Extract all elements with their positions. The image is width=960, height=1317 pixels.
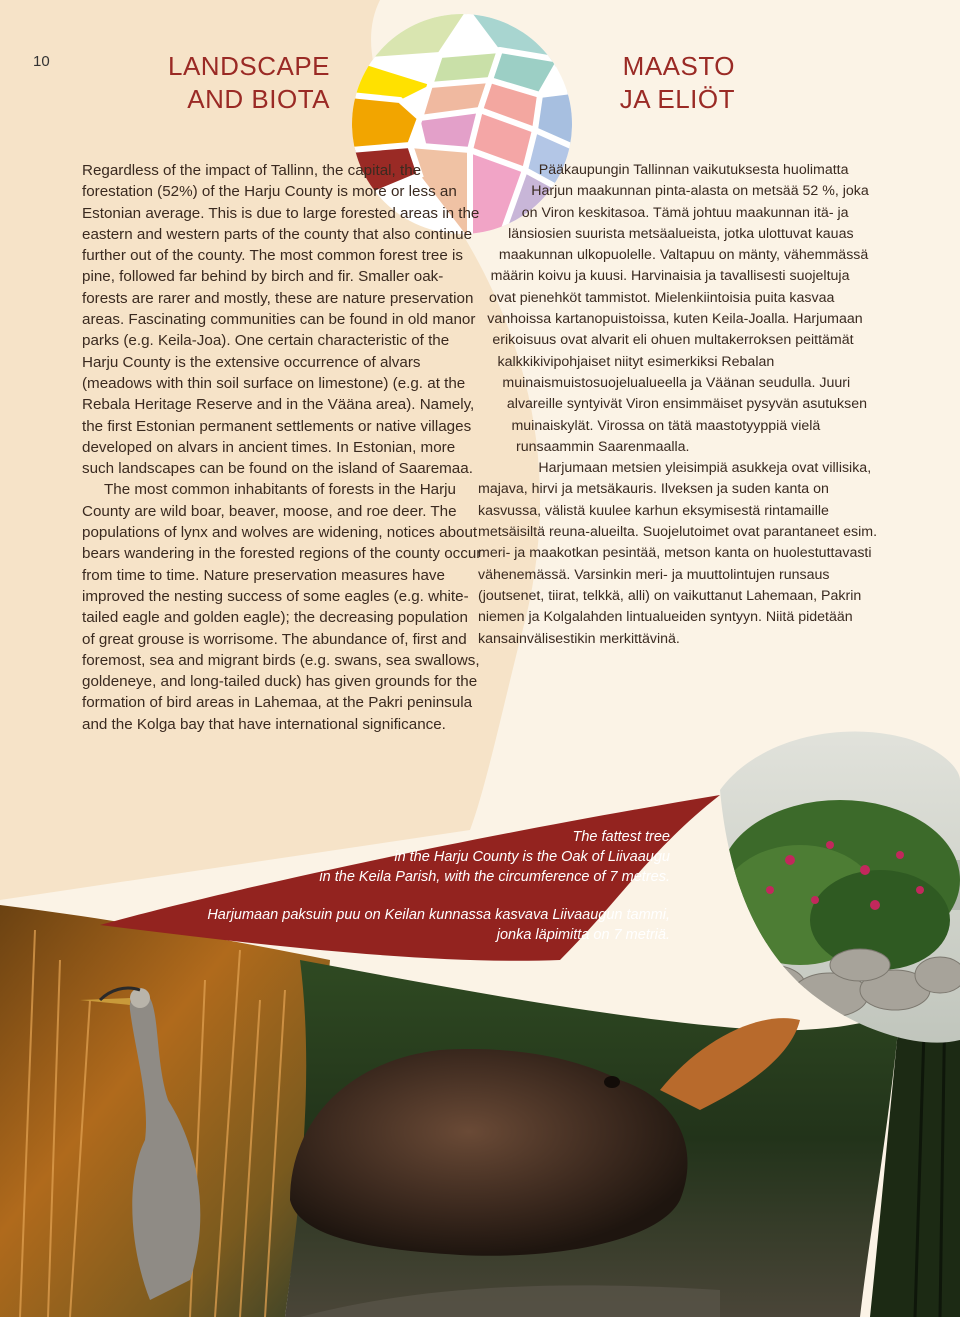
heading-english: LANDSCAPE AND BIOTA <box>168 51 330 114</box>
heading-finnish: MAASTO JA ELIÖT <box>619 51 735 114</box>
body-text-finnish <box>478 160 878 650</box>
caption-english: The fattest tree in the Harju County is the Oak of Liivaaugu in the Keila Parish, with the circumference of 7 metres. <box>319 829 670 885</box>
page-number: 10 <box>33 53 50 70</box>
body-text-english <box>82 160 482 735</box>
paragraph-fi-1: Pääkaupungin Tallinnan vaikutuksesta huolimatta Harjun maakunnan pinta-alasta on metsää 52 %, joka on Viron keskitasoa. Tämä johtuu maakunnan itä- ja länsiosien suurista metsäalueista, jotka ulottuvat kauas maakunnan ulkopuolelle. Valtapuu on mänty, vähemmässä määrin koivu ja kuusi. Harvinaisia ja tavallisesti suojeltuja ovat pienehköt tammistot. Mielenkiintoisia puita kasvaa vanhoissa kartanopuistoissa, kuten Keila-Joalla. Harjumaan erikoisuus ovat alvarit eli ohuen multakerroksen peittämät kalkkikivipohjaiset niityt esimerkiksi Rebalan muinaismuistosuojelualueella ja Väänan seudulla. Juuri alvareille syntyivät Viron ensimmäiset pysyvän asutuksen muinaiskylät. Virossa on tätä maastotyyppiä vielä runsaammin Saarenmaalla. <box>487 162 869 455</box>
heron-photo <box>0 905 330 1317</box>
paragraph-en-2: The most common inhabitants of forests in the Harju County are wild boar, beaver, moose, and roe deer. The populations of lynx and wolves are widening, notices about bears wandering in the forested regions of the county occur from time to time. Nature preservation measures have improved the nesting success of some eagles (e.g. white-tailed eagle and golden eagle); the decreasing population of great grouse is worrisome. The abundance of, first and foremost, sea and migrant birds (e.g. swans, sea swallows, goldeneye, and long-tailed duck) has given grounds for the formation of bird areas in Lahemaa, at the Pakri peninsula and the Kolga bay that have international significance. <box>82 481 482 733</box>
paragraph-en-1: Regardless of the impact of Tallinn, the capital, the forestation (52%) of the Harju County is more or less an Estonian average. This is due to large forested areas in the eastern and western parts of the county that also continue further out of the county. The most common forest tree is pine, followed far behind by birch and fir. Smaller oak-forests are rarer and mostly, these are nature preservation areas. Fascinating communities can be found in old manor parks (e.g. Keila-Joa). One certain characteristic of the Harju County is the extensive occurrence of alvars (meadows with thin soil surface on limestone) (e.g. at the Rebala Heritage Reserve and in the Vääna area). Namely, the first Estonian permanent settlements or native villages developed on alvars in ancient times. In Estonian, more such landscapes can be found on the island of Saaremaa. <box>82 162 480 478</box>
beaver-photo <box>285 960 900 1317</box>
caption-finnish: Harjumaan paksuin puu on Keilan kunnassa kasvava Liivaaugun tammi, jonka läpimitta on 7 metriä. <box>207 907 670 943</box>
rose-bush-photo <box>700 720 960 1060</box>
paragraph-fi-2: Harjumaan metsien yleisimpiä asukkeja ovat villisika, majava, hirvi ja metsäkauris. Ilveksen ja suden kanta on kasvussa, välistä kuulee karhun eksymisestä rintamaille metsäisiltä reuna-alueilta. Suojelutoimet ovat parantaneet esim. meri- ja maakotkan pesintää, metson kanta on huolestuttavasti vähenemässä. Varsinkin meri- ja muuttolintujen runsaus (joutsenet, tiirat, telkkä, alli) on vaikuttanut Lahemaan, Pakrin niemen ja Kolgalahden lintualueiden syntyyn. Niitä pidetään kansainvälisestikin merkittävinä. <box>478 460 878 647</box>
